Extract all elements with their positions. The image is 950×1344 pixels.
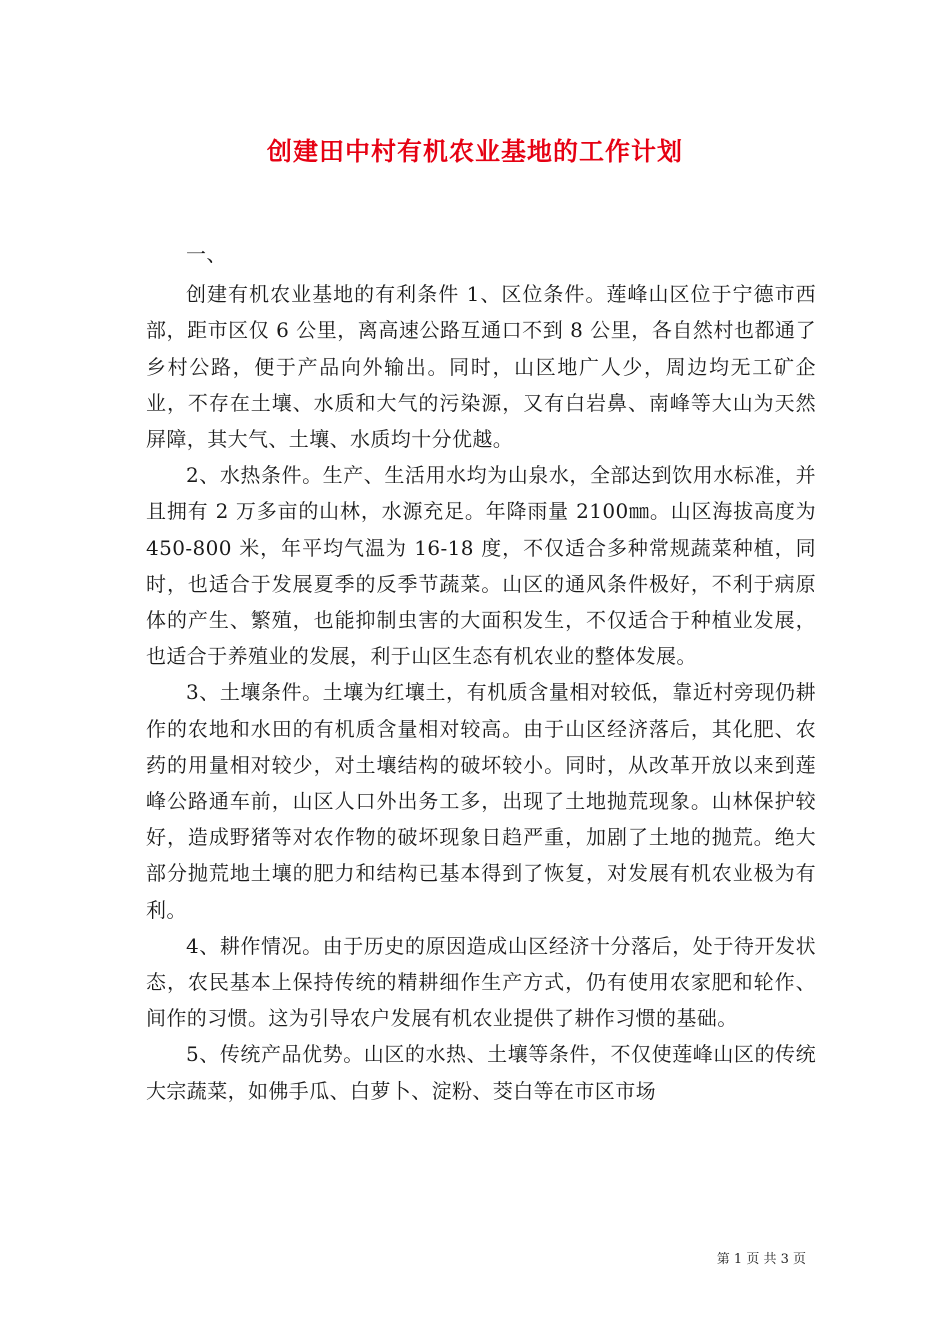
paragraph-location-conditions: 创建有机农业基地的有利条件 1、区位条件。莲峰山区位于宁德市西部，距市区仅 6 公里，离高速公路互通口不到 8 公里，各自然村也都通了乡村公路，便于产品向外输出。同时，山区地广人少，周边均无工矿企业，不存在土壤、水质和大气的污染源，又有白岩鼻、南峰等大山为天然屏障，其大气、土壤、水质均十分优越。 [146,282,816,452]
paragraph-traditional-products: 5、传统产品优势。山区的水热、土壤等条件，不仅使莲峰山区的传统大宗蔬菜，如佛手瓜、白萝卜、淀粉、茭白等在市区市场 [146,1042,816,1103]
paragraph-water-heat-conditions: 2、水热条件。生产、生活用水均为山泉水，全部达到饮用水标准，并且拥有 2 万多亩的山林，水源充足。年降雨量 2100㎜。山区海拔高度为 450-800 米，年平均气温为 16-18 度，不仅适合多种常规蔬菜种植，同时，也适合于发展夏季的反季节蔬菜。山区的通风条件极好，不利于病原体的产生、繁殖，也能抑制虫害的大面积发生，不仅适合于种植业发展，也适合于养殖业的发展，利于山区生态有机农业的整体发展。 [146,463,816,669]
page-number: 第 1 页 共 3 页 [716,1252,806,1267]
document-title: 创建田中村有机农业基地的工作计划 [266,137,683,166]
paragraph-farming-situation: 4、耕作情况。由于历史的原因造成山区经济十分落后，处于待开发状态，农民基本上保持传统的精耕细作生产方式，仍有使用农家肥和轮作、间作的习惯。这为引导农户发展有机农业提供了耕作习惯的基础。 [146,933,816,1031]
document-body [146,236,816,1109]
paragraph-soil-conditions: 3、土壤条件。土壤为红壤土，有机质含量相对较低，靠近村旁现仍耕作的农地和水田的有机质含量相对较高。由于山区经济落后，其化肥、农药的用量相对较少，对土壤结构的破坏较小。同时，从改革开放以来到莲峰公路通车前，山区人口外出务工多，出现了土地抛荒现象。山林保护较好，造成野猪等对农作物的破坏现象日趋严重，加剧了土地的抛荒。绝大部分抛荒地土壤的肥力和结构已基本得到了恢复，对发展有机农业极为有利。 [146,680,816,922]
section-heading: 一、 [186,242,227,266]
